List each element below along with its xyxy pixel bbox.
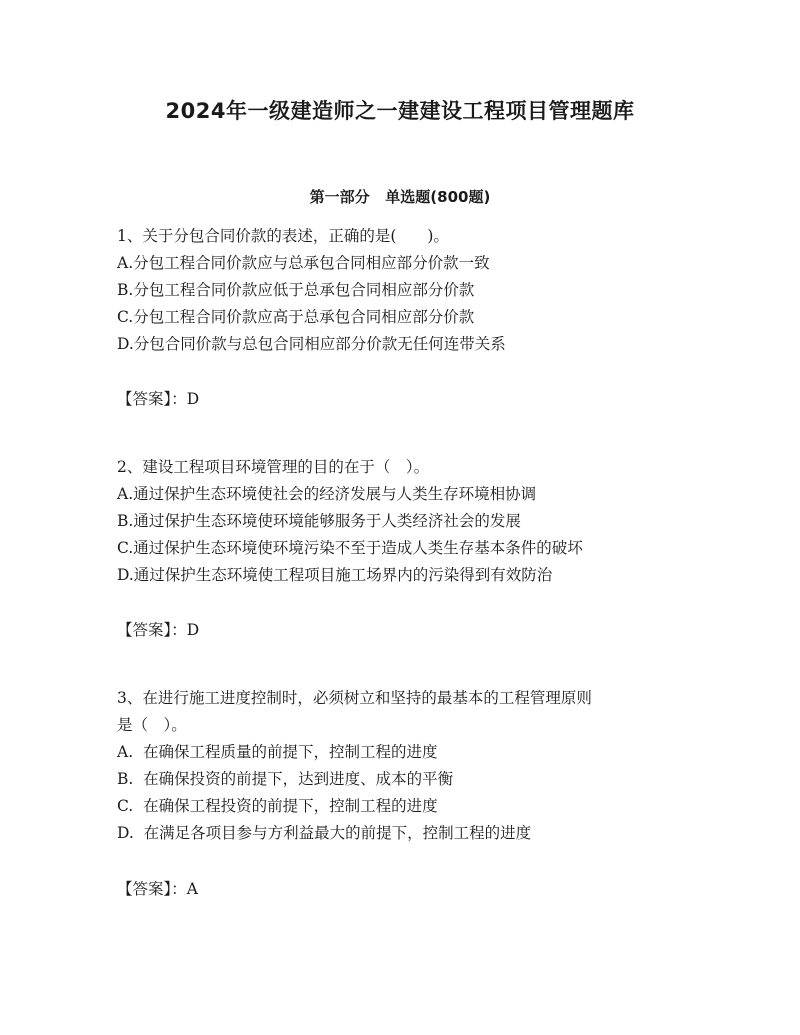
answer-value: A xyxy=(186,880,198,898)
answer-label: 【答案】： xyxy=(117,880,187,898)
question-stem-line-2: 是（ ）。 xyxy=(117,716,187,734)
option-a: A.分包工程合同价款应与总承包合同相应部分价款一致 xyxy=(117,254,490,272)
section-title: 第一部分 单选题(800题) xyxy=(309,188,491,206)
answer-label: 【答案】： xyxy=(117,390,187,408)
option-d: D.分包合同价款与总包合同相应部分价款无任何连带关系 xyxy=(117,335,506,353)
option-a: A.通过保护生态环境使社会的经济发展与人类生存环境相协调 xyxy=(117,485,537,503)
option-c: C.通过保护生态环境使环境污染不至于造成人类生存基本条件的破坏 xyxy=(117,539,583,557)
question-stem-line-1: 3、在进行施工进度控制时，必须树立和坚持的最基本的工程管理原则 xyxy=(117,689,592,707)
answer-value: D xyxy=(186,390,200,408)
option-c: C. 在确保工程投资的前提下，控制工程的进度 xyxy=(117,797,438,815)
option-a: A. 在确保工程质量的前提下，控制工程的进度 xyxy=(117,743,438,761)
option-b: B. 在确保投资的前提下，达到进度、成本的平衡 xyxy=(117,770,454,788)
option-d: D. 在满足各项目参与方利益最大的前提下，控制工程的进度 xyxy=(117,824,532,842)
answer xyxy=(117,389,199,409)
option-b: B.通过保护生态环境使环境能够服务于人类经济社会的发展 xyxy=(117,512,521,530)
question-stem: 1、关于分包合同价款的表述，正确的是( )。 xyxy=(117,227,449,245)
option-c: C.分包工程合同价款应高于总承包合同相应部分价款 xyxy=(117,308,475,326)
answer xyxy=(117,620,199,640)
option-d: D.通过保护生态环境使工程项目施工场界内的污染得到有效防治 xyxy=(117,566,553,584)
answer-label: 【答案】： xyxy=(117,621,187,639)
answer xyxy=(117,879,198,899)
option-b: B.分包工程合同价款应低于总承包合同相应部分价款 xyxy=(117,281,475,299)
answer-value: D xyxy=(186,621,200,639)
question-stem: 2、建设工程项目环境管理的目的在于（ ）。 xyxy=(117,458,430,476)
document-title: 2024年一级建造师之一建建设工程项目管理题库 xyxy=(165,99,635,123)
